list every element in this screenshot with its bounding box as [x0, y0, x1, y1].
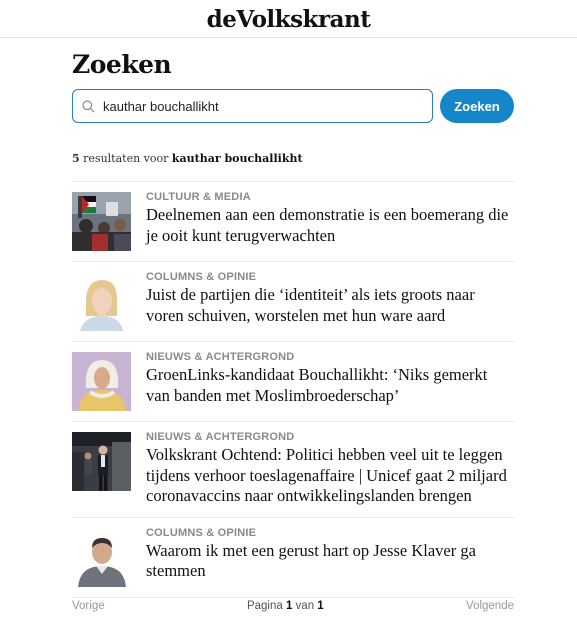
result-headline[interactable]: Waarom ik met een gerust hart op Jesse Klaver ga stemmen	[146, 540, 476, 580]
next-page-link[interactable]: Volgende	[466, 600, 514, 612]
results-count: 5	[72, 152, 80, 165]
page-title: Zoeken	[72, 50, 172, 79]
masthead	[0, 0, 577, 38]
search-field[interactable]	[72, 89, 433, 123]
result-meta	[146, 432, 514, 507]
result-category: CULTUUR & MEDIA	[146, 191, 251, 203]
search-input[interactable]	[103, 99, 403, 114]
results-list	[72, 181, 514, 598]
results-query: kauthar bouchallikht	[171, 152, 303, 165]
result-category: NIEUWS & ACHTERGROND	[146, 431, 295, 443]
total-pages: 1	[317, 600, 324, 612]
result-meta	[146, 192, 514, 251]
result-headline[interactable]: Juist de partijen die ‘identiteit’ als iets groots naar voren schuiven, worstelen met hun ware aard	[146, 285, 475, 325]
result-thumbnail[interactable]	[72, 352, 131, 411]
prev-page-link[interactable]: Vorige	[72, 600, 105, 612]
result-item[interactable]	[72, 342, 514, 422]
results-summary	[72, 152, 514, 165]
search-button[interactable]: Zoeken	[440, 89, 514, 123]
result-headline[interactable]: Volkskrant Ochtend: Politici hebben veel uit te leggen tijdens verhoor toeslagenaffaire | Unicef gaat 2 miljard coronavaccins naar ontwikkelingslanden brengen	[146, 445, 507, 505]
result-item[interactable]	[72, 182, 514, 262]
search-page	[72, 38, 514, 598]
of-label: van	[292, 600, 318, 612]
result-meta	[146, 272, 514, 331]
pagination	[72, 600, 514, 612]
result-item[interactable]	[72, 518, 514, 598]
result-category: COLUMNS & OPINIE	[146, 271, 257, 283]
result-meta	[146, 352, 514, 411]
result-category: COLUMNS & OPINIE	[146, 526, 257, 539]
search-form	[72, 89, 514, 123]
page-label: Pagina	[246, 600, 286, 612]
page-indicator	[247, 600, 324, 612]
result-item[interactable]	[72, 422, 514, 518]
result-thumbnail[interactable]	[72, 528, 131, 587]
results-summary-text: resultaten voor	[79, 152, 172, 165]
result-headline[interactable]: GroenLinks-kandidaat Bouchallikht: ‘Niks gemerkt van banden met Moslimbroederschap’	[146, 365, 488, 405]
result-thumbnail[interactable]	[72, 432, 131, 491]
result-meta	[146, 528, 514, 587]
result-item[interactable]	[72, 262, 514, 342]
result-thumbnail[interactable]	[72, 272, 131, 331]
search-icon	[82, 100, 95, 113]
result-thumbnail[interactable]	[72, 192, 131, 251]
current-page: 1	[285, 600, 293, 612]
site-logo[interactable]: deVolkskrant	[206, 6, 371, 33]
result-category: NIEUWS & ACHTERGROND	[146, 351, 295, 363]
result-headline[interactable]: Deelnemen aan een demonstratie is een boemerang die je ooit kunt terugverwachten	[146, 205, 509, 245]
